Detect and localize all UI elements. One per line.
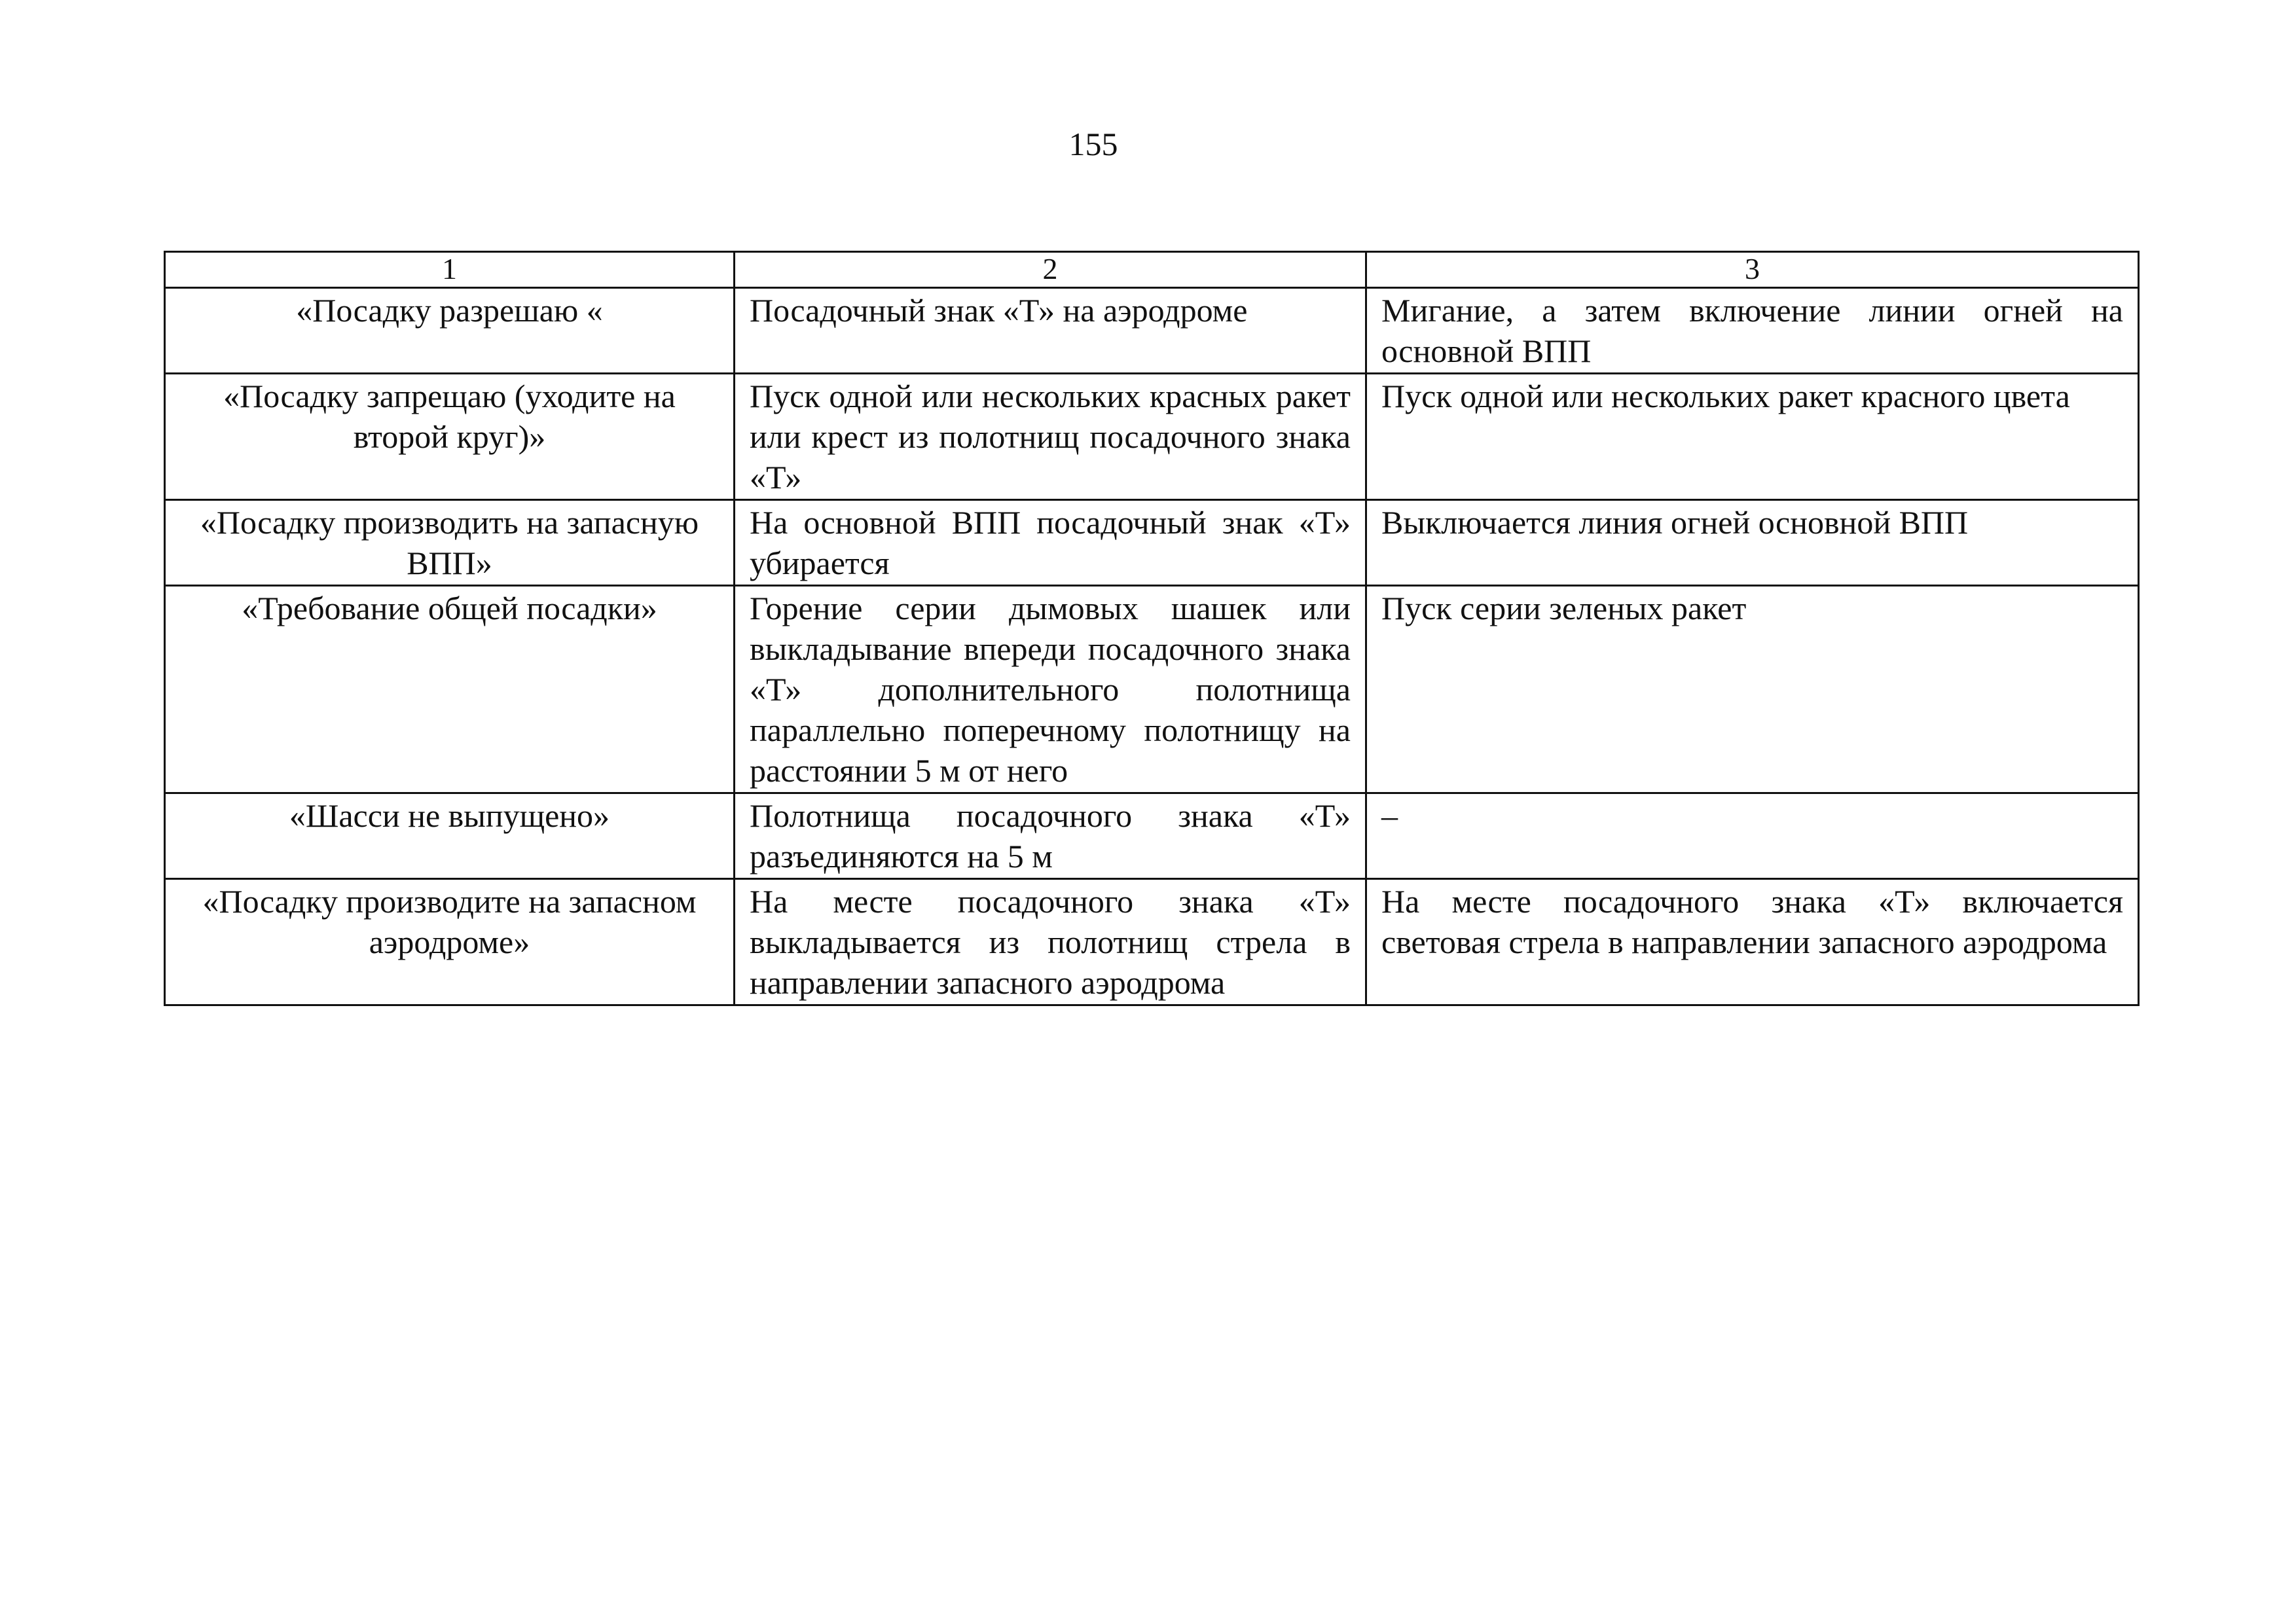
column-number-1: 1 [165, 252, 735, 288]
table-row [165, 793, 2139, 879]
light-signal-cell: Мигание, а затем включение линии огней на основной ВПП [1366, 288, 2139, 374]
light-signal-cell: Пуск одной или нескольких ракет красного цвета [1366, 374, 2139, 500]
table-header-row [165, 252, 2139, 288]
signals-table [164, 251, 2140, 1006]
table-row [165, 586, 2139, 793]
ground-signal-cell: Посадочный знак «Т» на аэродроме [735, 288, 1366, 374]
command-cell: «Посадку запрещаю (уходите на второй круг)» [165, 374, 735, 500]
column-number-3: 3 [1366, 252, 2139, 288]
table-row [165, 500, 2139, 586]
table-row [165, 374, 2139, 500]
command-cell: «Посадку разрешаю « [165, 288, 735, 374]
command-cell: «Шасси не выпущено» [165, 793, 735, 879]
command-cell: «Требование общей посадки» [165, 586, 735, 793]
light-signal-cell: – [1366, 793, 2139, 879]
ground-signal-cell: На месте посадочного знака «Т» выкладывается из полотнищ стрела в направлении запасного аэродрома [735, 879, 1366, 1005]
table-row [165, 288, 2139, 374]
ground-signal-cell: На основной ВПП посадочный знак «Т» убирается [735, 500, 1366, 586]
command-cell: «Посадку производить на запасную ВПП» [165, 500, 735, 586]
ground-signal-cell: Горение серии дымовых шашек или выкладывание впереди посадочного знака «Т» дополнительного полотнища параллельно поперечному полотнищу на расстоянии 5 м от него [735, 586, 1366, 793]
ground-signal-cell: Полотнища посадочного знака «Т» разъединяются на 5 м [735, 793, 1366, 879]
light-signal-cell: Пуск серии зеленых ракет [1366, 586, 2139, 793]
column-number-2: 2 [735, 252, 1366, 288]
command-cell: «Посадку производите на запасном аэродроме» [165, 879, 735, 1005]
ground-signal-cell: Пуск одной или нескольких красных ракет или крест из полотнищ посадочного знака «Т» [735, 374, 1366, 500]
light-signal-cell: На месте посадочного знака «Т» включается световая стрела в направлении запасного аэродрома [1366, 879, 2139, 1005]
table-row [165, 879, 2139, 1005]
page-number: 155 [1068, 126, 1118, 162]
light-signal-cell: Выключается линия огней основной ВПП [1366, 500, 2139, 586]
